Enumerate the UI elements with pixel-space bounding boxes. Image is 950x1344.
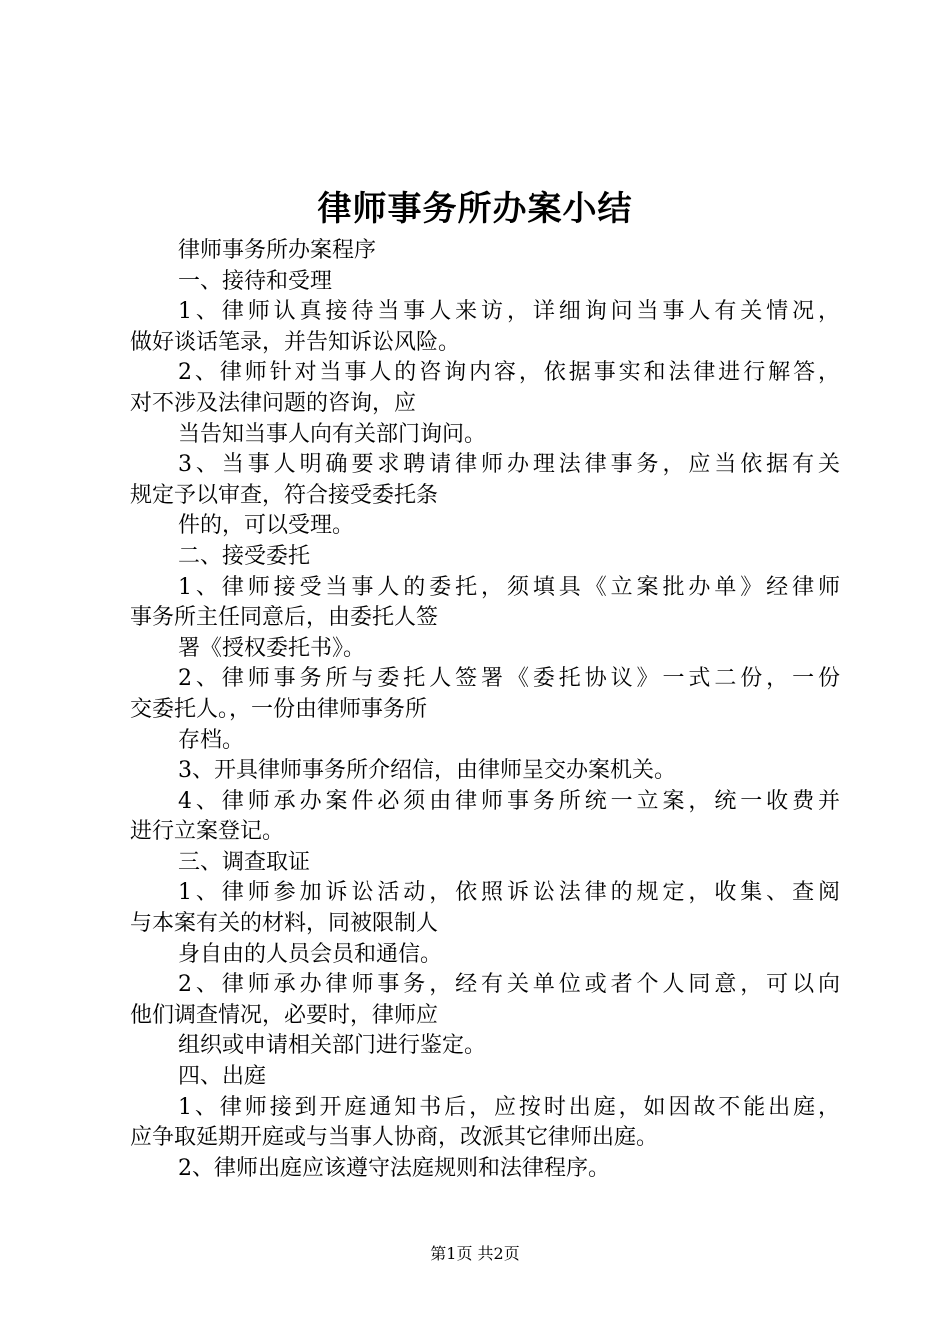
body-line: 四、出庭: [178, 1064, 267, 1090]
body-line: 组织或申请相关部门进行鉴定。: [178, 1033, 487, 1059]
body-line: 进行立案登记。: [130, 819, 285, 845]
body-line: 做好谈话笔录，并告知诉讼风险。: [130, 329, 461, 355]
body-line: 交委托人。，一份由律师事务所: [130, 696, 428, 722]
body-line: 规定予以审查，符合接受委托条: [130, 482, 439, 508]
body-line: 三、调查取证: [178, 849, 311, 875]
body-line: 身自由的人员会员和通信。: [178, 941, 443, 967]
body-line: 二、接受委托: [178, 543, 311, 569]
body-line: 存档。: [178, 727, 245, 753]
document-body: [130, 236, 840, 1184]
body-line: 3、开具律师事务所介绍信，由律师呈交办案机关。: [178, 758, 676, 784]
body-line: 2、律师出庭应该遵守法庭规则和法律程序。: [178, 1155, 610, 1181]
body-line: 件的，可以受理。: [178, 513, 355, 539]
body-line: 4、律师承办案件必须由律师事务所统一立案，统一收费并: [178, 788, 840, 814]
body-line: 3、当事人明确要求聘请律师办理法律事务，应当依据有关: [178, 452, 840, 478]
body-line: 1、律师接受当事人的委托，须填具《立案批办单》经律师: [178, 574, 840, 600]
body-line: 当告知当事人向有关部门询问。: [178, 421, 487, 447]
body-line: 他们调查情况，必要时，律师应: [130, 1002, 439, 1028]
body-line: 1、律师认真接待当事人来访，详细询问当事人有关情况，: [178, 299, 840, 325]
body-line: 1、律师参加诉讼活动，依照诉讼法律的规定，收集、查阅: [178, 880, 840, 906]
body-line: 一、接待和受理: [178, 268, 333, 294]
body-line: 2、律师针对当事人的咨询内容，依据事实和法律进行解答，: [178, 360, 840, 386]
body-line: 署《授权委托书》。: [178, 635, 366, 661]
page-footer: 第1页 共2页: [430, 1244, 520, 1263]
body-line: 应争取延期开庭或与当事人协商，改派其它律师出庭。: [130, 1125, 659, 1151]
body-line: 2、律师事务所与委托人签署《委托协议》一式二份，一份: [178, 666, 840, 692]
body-line: 与本案有关的材料，同被限制人: [130, 911, 439, 937]
body-line: 对不涉及法律问题的咨询，应: [130, 390, 417, 416]
document-title: 律师事务所办案小结: [317, 189, 633, 229]
body-line: 律师事务所办案程序: [178, 238, 377, 263]
body-line: 1、律师接到开庭通知书后，应按时出庭，如因故不能出庭，: [178, 1094, 840, 1120]
body-line: 2、律师承办律师事务，经有关单位或者个人同意，可以向: [178, 972, 840, 998]
body-line: 事务所主任同意后，由委托人签: [130, 605, 439, 631]
